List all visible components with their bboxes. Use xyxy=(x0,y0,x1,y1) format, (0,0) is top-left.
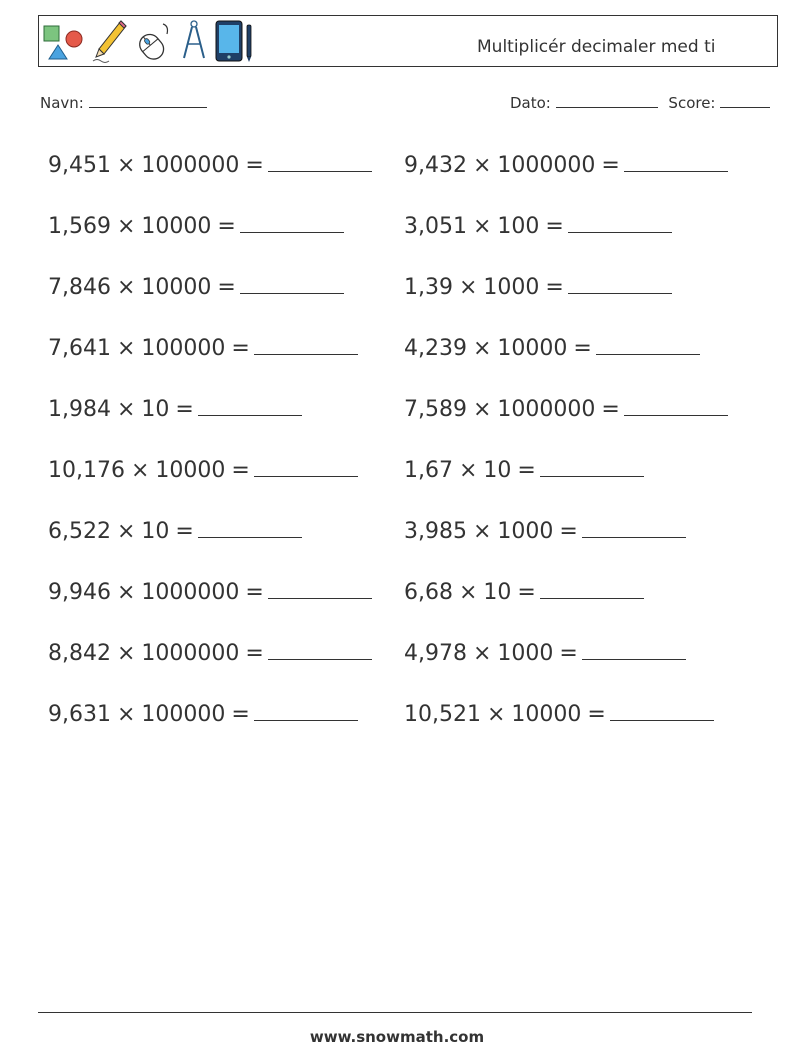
multiplicand: 10,176 xyxy=(48,458,125,483)
times-sign: × xyxy=(116,275,136,300)
times-sign: × xyxy=(472,641,492,666)
equals-sign: = xyxy=(217,275,236,300)
multiplier: 1000000 xyxy=(141,580,240,605)
equals-sign: = xyxy=(217,214,236,239)
answer-blank[interactable] xyxy=(568,204,672,233)
answer-blank[interactable] xyxy=(254,448,358,477)
equals-sign: = xyxy=(573,336,592,361)
answer-blank[interactable] xyxy=(596,326,700,355)
answer-blank[interactable] xyxy=(198,387,302,416)
multiplicand: 3,051 xyxy=(404,214,467,239)
equals-sign: = xyxy=(545,214,564,239)
answer-blank[interactable] xyxy=(568,265,672,294)
multiplicand: 7,641 xyxy=(48,336,111,361)
multiplicand: 9,451 xyxy=(48,153,111,178)
equals-sign: = xyxy=(559,519,578,544)
multiplicand: 6,522 xyxy=(48,519,111,544)
multiplier: 10000 xyxy=(141,214,212,239)
date-blank[interactable] xyxy=(556,92,658,108)
problem-left-9 xyxy=(48,631,372,671)
equals-sign: = xyxy=(601,397,620,422)
score-label: Score: xyxy=(668,94,716,112)
multiplicand: 7,589 xyxy=(404,397,467,422)
times-sign: × xyxy=(458,580,478,605)
multiplier: 10000 xyxy=(155,458,226,483)
problem-right-7 xyxy=(404,509,686,549)
footer-url: www.snowmath.com xyxy=(309,1028,485,1046)
answer-blank[interactable] xyxy=(240,204,344,233)
multiplier: 10 xyxy=(141,397,170,422)
name-field xyxy=(40,92,207,113)
times-sign: × xyxy=(116,214,136,239)
answer-blank[interactable] xyxy=(540,448,644,477)
equals-sign: = xyxy=(517,458,536,483)
equals-sign: = xyxy=(245,580,264,605)
times-sign: × xyxy=(472,397,492,422)
problem-left-1 xyxy=(48,143,372,183)
answer-blank[interactable] xyxy=(268,570,372,599)
answer-blank[interactable] xyxy=(268,631,372,660)
header-icons xyxy=(41,18,261,64)
multiplier: 1000000 xyxy=(497,153,596,178)
multiplier: 10 xyxy=(483,458,512,483)
times-sign: × xyxy=(116,153,136,178)
shapes-icon xyxy=(41,18,87,64)
multiplicand: 7,846 xyxy=(48,275,111,300)
times-sign: × xyxy=(116,336,136,361)
multiplicand: 1,569 xyxy=(48,214,111,239)
problem-left-4 xyxy=(48,326,358,366)
times-sign: × xyxy=(116,702,136,727)
equals-sign: = xyxy=(587,702,606,727)
problem-right-5 xyxy=(404,387,728,427)
answer-blank[interactable] xyxy=(254,326,358,355)
times-sign: × xyxy=(472,153,492,178)
answer-blank[interactable] xyxy=(582,631,686,660)
problem-left-2 xyxy=(48,204,344,244)
equals-sign: = xyxy=(231,702,250,727)
problem-right-6 xyxy=(404,448,644,488)
times-sign: × xyxy=(116,580,136,605)
compass-icon xyxy=(179,18,209,64)
mouse-icon xyxy=(133,18,175,64)
multiplicand: 1,984 xyxy=(48,397,111,422)
problem-left-3 xyxy=(48,265,344,305)
times-sign: × xyxy=(458,458,478,483)
problem-left-10 xyxy=(48,692,358,732)
multiplier: 1000 xyxy=(497,519,554,544)
answer-blank[interactable] xyxy=(268,143,372,172)
equals-sign: = xyxy=(245,641,264,666)
score-blank[interactable] xyxy=(720,92,770,108)
answer-blank[interactable] xyxy=(240,265,344,294)
answer-blank[interactable] xyxy=(624,387,728,416)
answer-blank[interactable] xyxy=(198,509,302,538)
date-label: Dato: xyxy=(510,94,551,112)
problem-left-5 xyxy=(48,387,302,427)
answer-blank[interactable] xyxy=(582,509,686,538)
multiplicand: 6,68 xyxy=(404,580,453,605)
problem-right-10 xyxy=(404,692,714,732)
multiplier: 1000 xyxy=(483,275,540,300)
problem-right-2 xyxy=(404,204,672,244)
answer-blank[interactable] xyxy=(624,143,728,172)
name-blank[interactable] xyxy=(89,92,207,108)
name-label: Navn: xyxy=(40,94,84,112)
problem-left-7 xyxy=(48,509,302,549)
worksheet-header xyxy=(38,15,778,67)
problem-right-3 xyxy=(404,265,672,305)
equals-sign: = xyxy=(545,275,564,300)
multiplicand: 4,239 xyxy=(404,336,467,361)
date-score-fields xyxy=(510,92,770,113)
multiplier: 1000000 xyxy=(141,153,240,178)
answer-blank[interactable] xyxy=(610,692,714,721)
equals-sign: = xyxy=(231,336,250,361)
problem-left-6 xyxy=(48,448,358,488)
times-sign: × xyxy=(116,641,136,666)
problem-right-1 xyxy=(404,143,728,183)
multiplicand: 1,39 xyxy=(404,275,453,300)
multiplier: 10000 xyxy=(497,336,568,361)
footer-divider xyxy=(38,1012,752,1013)
multiplier: 10000 xyxy=(511,702,582,727)
multiplier: 1000 xyxy=(497,641,554,666)
multiplicand: 1,67 xyxy=(404,458,453,483)
times-sign: × xyxy=(472,519,492,544)
worksheet-title: Multiplicér decimaler med ti xyxy=(477,37,716,57)
multiplier: 10 xyxy=(141,519,170,544)
times-sign: × xyxy=(458,275,478,300)
multiplicand: 9,631 xyxy=(48,702,111,727)
problem-right-4 xyxy=(404,326,700,366)
equals-sign: = xyxy=(601,153,620,178)
answer-blank[interactable] xyxy=(540,570,644,599)
times-sign: × xyxy=(116,519,136,544)
equals-sign: = xyxy=(175,519,194,544)
multiplicand: 4,978 xyxy=(404,641,467,666)
multiplier: 100 xyxy=(497,214,540,239)
times-sign: × xyxy=(116,397,136,422)
problem-left-8 xyxy=(48,570,372,610)
multiplier: 10 xyxy=(483,580,512,605)
times-sign: × xyxy=(130,458,150,483)
multiplier: 100000 xyxy=(141,336,226,361)
multiplier: 100000 xyxy=(141,702,226,727)
equals-sign: = xyxy=(231,458,250,483)
pencil-icon xyxy=(91,18,129,64)
problem-right-9 xyxy=(404,631,686,671)
multiplicand: 10,521 xyxy=(404,702,481,727)
answer-blank[interactable] xyxy=(254,692,358,721)
times-sign: × xyxy=(472,214,492,239)
multiplier: 1000000 xyxy=(141,641,240,666)
times-sign: × xyxy=(486,702,506,727)
tablet-icon xyxy=(213,18,257,64)
multiplicand: 8,842 xyxy=(48,641,111,666)
multiplier: 10000 xyxy=(141,275,212,300)
equals-sign: = xyxy=(517,580,536,605)
equals-sign: = xyxy=(559,641,578,666)
times-sign: × xyxy=(472,336,492,361)
multiplicand: 3,985 xyxy=(404,519,467,544)
multiplier: 1000000 xyxy=(497,397,596,422)
problem-right-8 xyxy=(404,570,644,610)
equals-sign: = xyxy=(175,397,194,422)
equals-sign: = xyxy=(245,153,264,178)
multiplicand: 9,432 xyxy=(404,153,467,178)
multiplicand: 9,946 xyxy=(48,580,111,605)
